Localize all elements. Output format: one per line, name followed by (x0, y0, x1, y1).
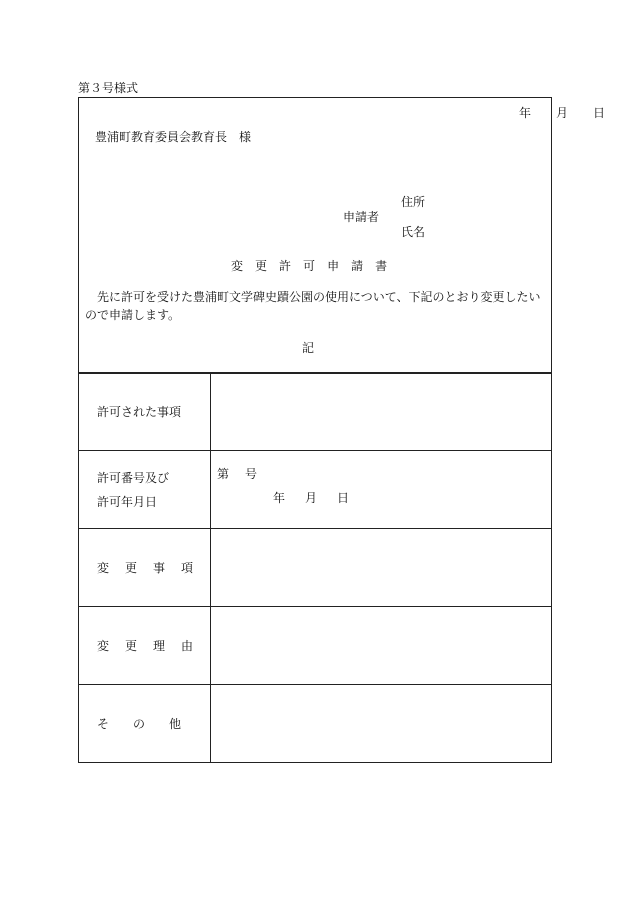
change-matter-field[interactable] (211, 529, 552, 607)
label-char: 変 (97, 639, 110, 653)
permit-number (217, 467, 273, 481)
title-char: 請 (351, 259, 364, 273)
label-char: 理 (153, 639, 166, 653)
items-table (78, 372, 552, 763)
addressee: 豊浦町教育委員会教育長 様 (95, 130, 252, 144)
table-row (79, 607, 552, 685)
label-char: 更 (125, 639, 138, 653)
title-char: 許 (279, 259, 292, 273)
label-char: そ (97, 717, 110, 731)
address-label: 住所 (401, 195, 426, 209)
body-text: 先に許可を受けた豊浦町文学碑史蹟公園の使用について、下記のとおり変更したいので申請します。 (85, 290, 541, 322)
name-label: 氏名 (401, 225, 426, 239)
date-year-label: 年 (519, 106, 532, 120)
table-row (79, 373, 552, 451)
title-char: 書 (375, 259, 388, 273)
other-label (79, 685, 211, 763)
table-row (79, 451, 552, 529)
change-matter-label (79, 529, 211, 607)
label-char: の (133, 717, 146, 731)
label-char: 事 (153, 561, 166, 575)
title-char: 申 (327, 259, 340, 273)
table-row (79, 685, 552, 763)
application-header-box (78, 97, 606, 374)
change-reason-field[interactable] (211, 607, 552, 685)
ki-label: 記 (302, 341, 315, 355)
document-title (231, 257, 399, 274)
permit-date-day: 日 (337, 491, 350, 505)
change-reason-label (79, 607, 211, 685)
title-char: 可 (303, 259, 316, 273)
permit-date (273, 491, 369, 505)
permitted-matter-label: 許可された事項 (79, 373, 211, 451)
permit-number-suffix: 号 (245, 467, 258, 481)
title-char: 更 (255, 259, 268, 273)
permit-date-year: 年 (273, 491, 286, 505)
label-char: 由 (181, 639, 194, 653)
permit-number-prefix: 第 (217, 467, 230, 481)
permit-number-date-field[interactable] (211, 451, 552, 529)
label-char: 変 (97, 561, 110, 575)
date-month-label: 月 (556, 106, 569, 120)
label-char: 項 (181, 561, 194, 575)
other-field[interactable] (211, 685, 552, 763)
label-char: 他 (169, 717, 182, 731)
permitted-matter-field[interactable] (211, 373, 552, 451)
form-number: 第３号様式 (78, 81, 139, 95)
permit-date-month: 月 (305, 491, 318, 505)
permit-number-date-label (79, 451, 211, 529)
permit-date-label: 許可年月日 (97, 494, 158, 509)
permit-number-label: 許可番号及び (97, 470, 170, 485)
label-char: 更 (125, 561, 138, 575)
table-row (79, 529, 552, 607)
title-char: 変 (231, 259, 244, 273)
applicant-label: 申請者 (343, 210, 380, 224)
date-day-label: 日 (593, 106, 606, 120)
